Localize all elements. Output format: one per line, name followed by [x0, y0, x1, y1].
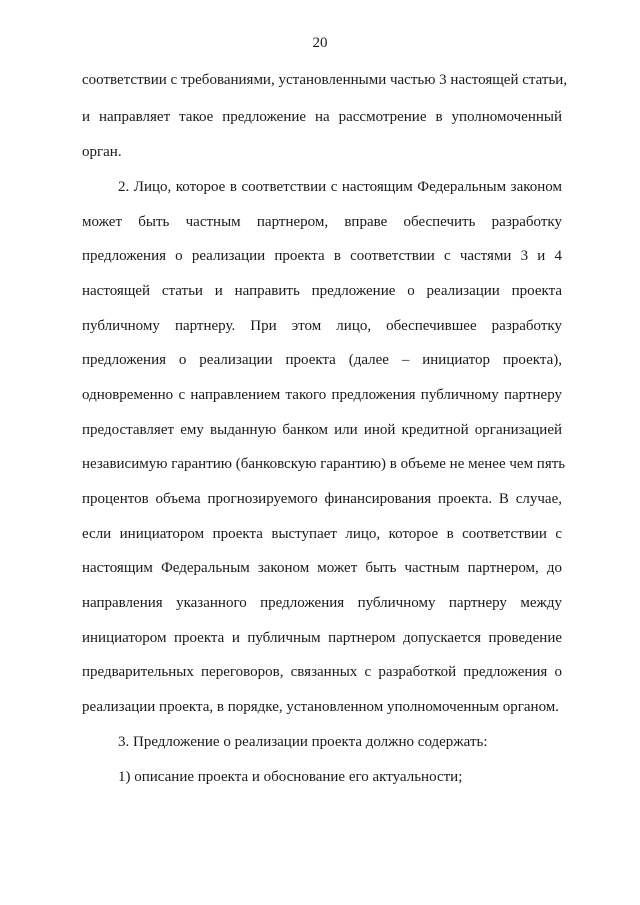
text-line: настоящей статьи и направить предложение о реализации проекта: [82, 283, 562, 299]
paragraph-start-line: 3. Предложение о реализации проекта должно содержать:: [118, 734, 488, 750]
text-line: орган.: [82, 144, 122, 160]
text-line: процентов объема прогнозируемого финансирования проекта. В случае,: [82, 491, 562, 507]
text-line: инициатором проекта и публичным партнером допускается проведение: [82, 630, 562, 646]
text-line: если инициатором проекта выступает лицо, которое в соответствии с: [82, 526, 562, 542]
text-line: предварительных переговоров, связанных с разработкой предложения о: [82, 664, 562, 680]
text-line: настоящим Федеральным законом может быть частным партнером, до: [82, 560, 562, 576]
text-line: предложения о реализации проекта (далее – инициатор проекта),: [82, 352, 562, 368]
text-line: соответствии с требованиями, установленными частью 3 настоящей статьи,: [82, 72, 568, 88]
text-line: реализации проекта, в порядке, установленном уполномоченным органом.: [82, 699, 560, 715]
text-line: и направляет такое предложение на рассмотрение в уполномоченный: [82, 109, 562, 125]
text-line: направления указанного предложения публичному партнеру между: [82, 595, 562, 611]
text-line: предложения о реализации проекта в соответствии с частями 3 и 4: [82, 248, 562, 264]
text-line: предоставляет ему выданную банком или иной кредитной организацией: [82, 422, 562, 438]
text-line: одновременно с направлением такого предложения публичному партнеру: [82, 387, 562, 403]
text-line: может быть частным партнером, вправе обеспечить разработку: [82, 214, 562, 230]
text-line: независимую гарантию (банковскую гарантию) в объеме не менее чем пять: [82, 456, 566, 472]
paragraph-start-line: 2. Лицо, которое в соответствии с настоящим Федеральным законом: [118, 179, 562, 195]
paragraph-start-line: 1) описание проекта и обоснование его актуальности;: [118, 769, 463, 785]
text-line: публичному партнеру. При этом лицо, обеспечившее разработку: [82, 318, 562, 334]
page-number: 20: [312, 35, 328, 51]
